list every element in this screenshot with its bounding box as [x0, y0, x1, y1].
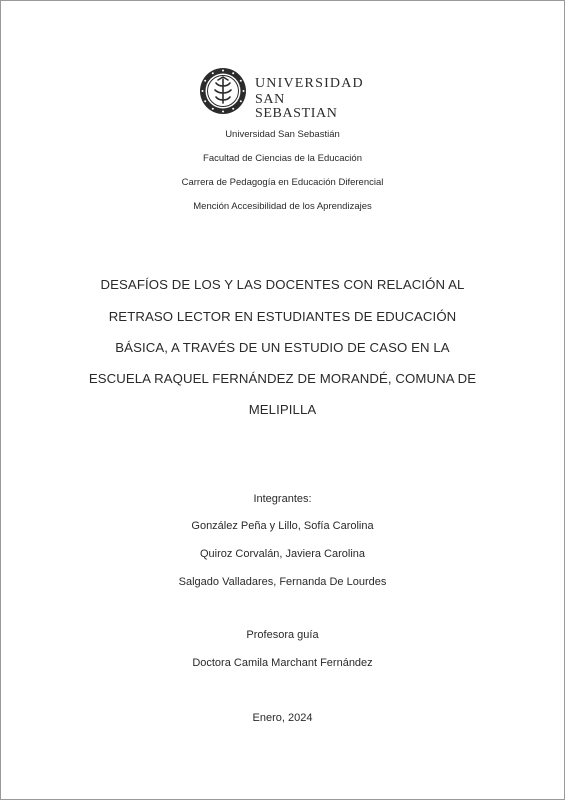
thesis-title-line: ESCUELA RAQUEL FERNÁNDEZ DE MORANDÉ, COMUNA DE	[88, 371, 477, 386]
members-heading: Integrantes:	[253, 493, 312, 505]
university-logo	[199, 67, 369, 121]
advisor-heading: Profesora guía	[246, 629, 319, 641]
thesis-title-line: DESAFÍOS DE LOS Y LAS DOCENTES CON RELACIÓN AL	[100, 277, 465, 292]
member-name: Quiroz Corvalán, Javiera Carolina	[199, 548, 366, 560]
logo-line-university: UNIVERSIDAD	[255, 76, 364, 91]
document-date: Enero, 2024	[252, 712, 313, 724]
logo-line-name: SAN SEBASTIAN	[255, 92, 338, 121]
university-seal-icon	[199, 67, 247, 115]
thesis-title-line: RETRASO LECTOR EN ESTUDIANTES DE EDUCACIÓN	[108, 309, 457, 324]
mention-name: Mención Accesibilidad de los Aprendizajes	[193, 201, 372, 212]
university-wordmark	[255, 77, 369, 121]
thesis-title-line: MELIPILLA	[248, 402, 317, 417]
advisor-name: Doctora Camila Marchant Fernández	[192, 657, 373, 669]
faculty-name: Facultad de Ciencias de la Educación	[203, 153, 362, 164]
career-name: Carrera de Pedagogía en Educación Diferencial	[181, 177, 384, 188]
member-name: Salgado Valladares, Fernanda De Lourdes	[178, 576, 387, 588]
thesis-title-line: BÁSICA, A TRAVÉS DE UN ESTUDIO DE CASO EN LA	[115, 340, 450, 355]
member-name: González Peña y Lillo, Sofía Carolina	[191, 520, 374, 532]
university-name: Universidad San Sebastián	[225, 129, 340, 140]
